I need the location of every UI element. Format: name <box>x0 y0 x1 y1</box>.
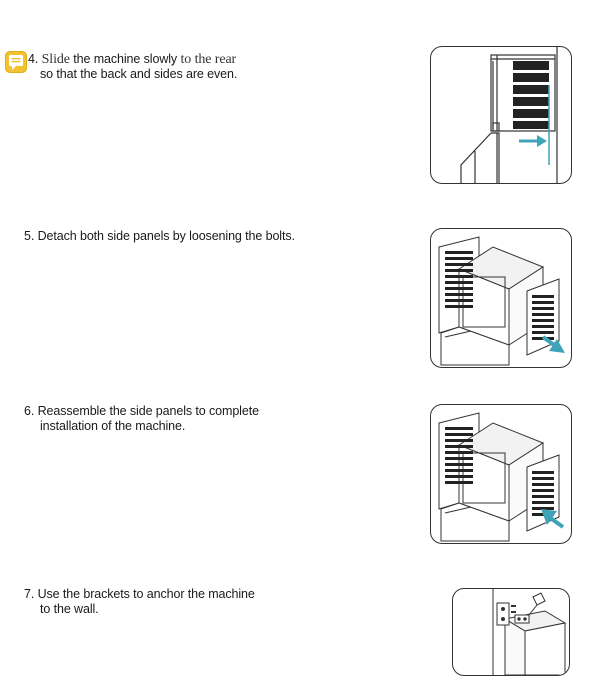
step-4-phrase: the machine slowly <box>69 52 178 66</box>
step-4-text: 4. Slide the machine slowly to the rear so that the back and sides are even. <box>28 52 238 81</box>
illustration-detach-panels <box>430 228 572 368</box>
illustration-anchor-brackets <box>452 588 570 676</box>
step-4-word-slide: Slide <box>41 52 70 67</box>
illustration-reassemble-panels <box>430 404 572 544</box>
step-7-text <box>24 587 255 617</box>
illustration-slide-machine <box>430 46 572 184</box>
step-4-phrase-rear: to the rear <box>177 52 237 67</box>
note-icon <box>5 51 27 73</box>
step-5-text <box>24 229 295 244</box>
step-7-line-1: 7. Use the brackets to anchor the machine <box>24 587 255 601</box>
step-7-line-2: to the wall. <box>40 602 99 616</box>
step-6-line-2: installation of the machine. <box>40 419 186 433</box>
step-6-text <box>24 404 259 434</box>
step-4-line-2: so that the back and sides are even. <box>40 67 238 81</box>
step-4-number: 4 <box>28 52 35 66</box>
step-6-line-1: 6. Reassemble the side panels to complete <box>24 404 259 418</box>
step-5-line-1: 5. Detach both side panels by loosening the bolts. <box>24 229 295 243</box>
